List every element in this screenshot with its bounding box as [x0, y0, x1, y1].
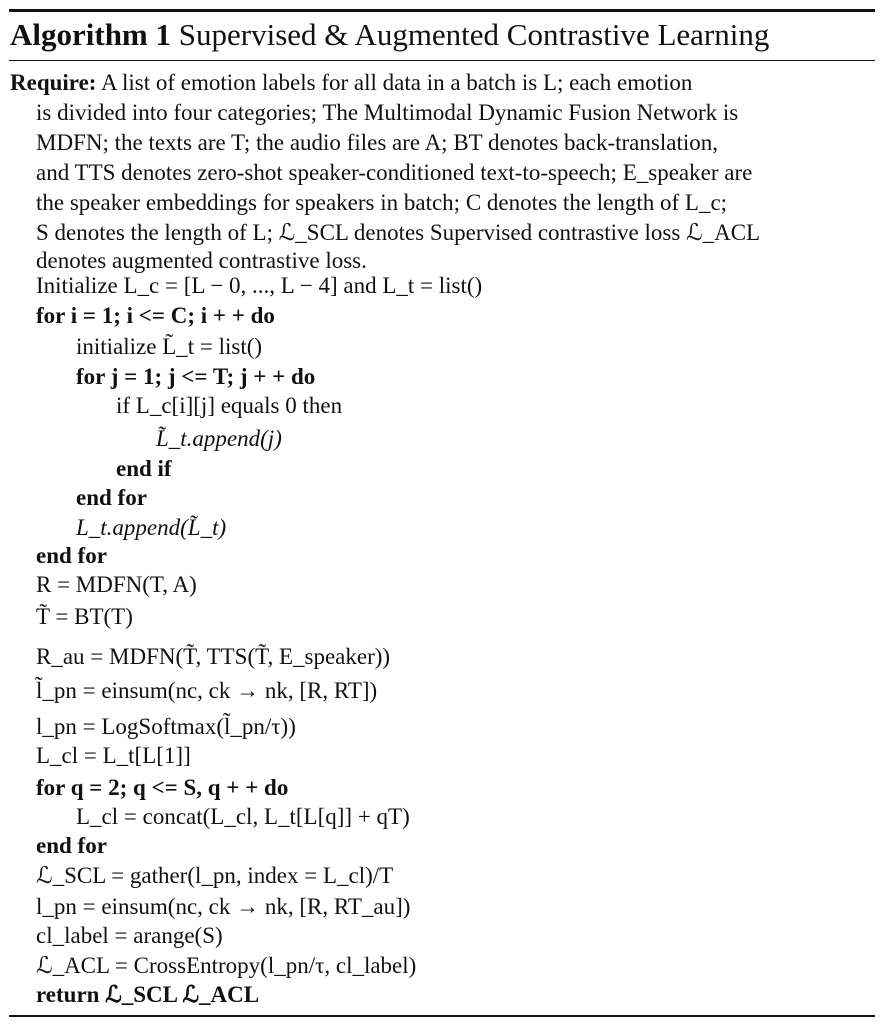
step-rau: R_au = MDFN(T̃, TTS(T̃, E_speaker)) — [36, 644, 391, 669]
step-append-j: L̃_t.append(j) — [156, 426, 282, 451]
step-concat: L_cl = concat(L_cl, L_t[L[q]] + qT) — [76, 804, 410, 829]
step-if: if L_c[i][j] equals 0 then — [116, 393, 343, 418]
algorithm-number: Algorithm 1 — [10, 17, 172, 52]
step-end-if: end if — [116, 456, 172, 481]
require-line: the speaker embeddings for speakers in batch; C denotes the length of L_c; — [36, 190, 728, 215]
step-for-q: for q = 2; q <= S, q + + do — [36, 775, 289, 800]
step-cl-label: cl_label = arange(S) — [36, 923, 223, 948]
step-r: R = MDFN(T, A) — [36, 572, 197, 597]
step-initialize: Initialize L_c = [L − 0, ..., L − 4] and L_t = list() — [36, 273, 483, 298]
step-init-lt: initialize L̃_t = list() — [76, 334, 263, 359]
step-lcl: L_cl = L_t[L[1]] — [36, 743, 191, 768]
step-einsum-1: l̃_pn = einsum(nc, ck → nk, [R, RT]) — [36, 678, 378, 703]
step-end-for-q: end for — [36, 833, 107, 858]
step-for-i: for i = 1; i <= C; i + + do — [36, 303, 275, 328]
step-return: return ℒ_SCL ℒ_ACL — [36, 982, 260, 1007]
bottom-rule — [9, 1015, 875, 1017]
require-line: S denotes the length of L; ℒ_SCL denotes Supervised contrastive loss ℒ_ACL — [36, 220, 761, 245]
require-line: denotes augmented contrastive loss. — [36, 248, 367, 273]
step-einsum-2: l_pn = einsum(nc, ck → nk, [R, RT_au]) — [36, 894, 411, 919]
require-line: MDFN; the texts are T; the audio files are A; BT denotes back-translation, — [36, 130, 718, 155]
require-keyword: Require: — [10, 70, 97, 95]
title-rule — [9, 60, 875, 61]
require-line: and TTS denotes zero-shot speaker-conditioned text-to-speech; E_speaker are — [36, 160, 753, 185]
step-append-lt: L_t.append(L̃_t) — [76, 515, 227, 540]
step-for-j: for j = 1; j <= T; j + + do — [76, 364, 316, 389]
step-bt: T̃ = BT(T) — [36, 604, 133, 629]
step-logsoftmax: l_pn = LogSoftmax(l̃_pn/τ)) — [36, 714, 296, 739]
algorithm-title — [10, 10, 769, 60]
step-end-for-i: end for — [36, 543, 107, 568]
step-end-for-j: end for — [76, 485, 147, 510]
require-line — [10, 70, 692, 96]
algorithm-name: Supervised & Augmented Contrastive Learning — [178, 17, 770, 52]
require-line: is divided into four categories; The Multimodal Dynamic Fusion Network is — [36, 100, 739, 125]
require-text: A list of emotion labels for all data in a batch is L; each emotion — [100, 70, 693, 95]
step-acl: ℒ_ACL = CrossEntropy(l_pn/τ, cl_label) — [36, 953, 417, 978]
step-scl: ℒ_SCL = gather(l_pn, index = L_cl)/T — [36, 863, 394, 888]
